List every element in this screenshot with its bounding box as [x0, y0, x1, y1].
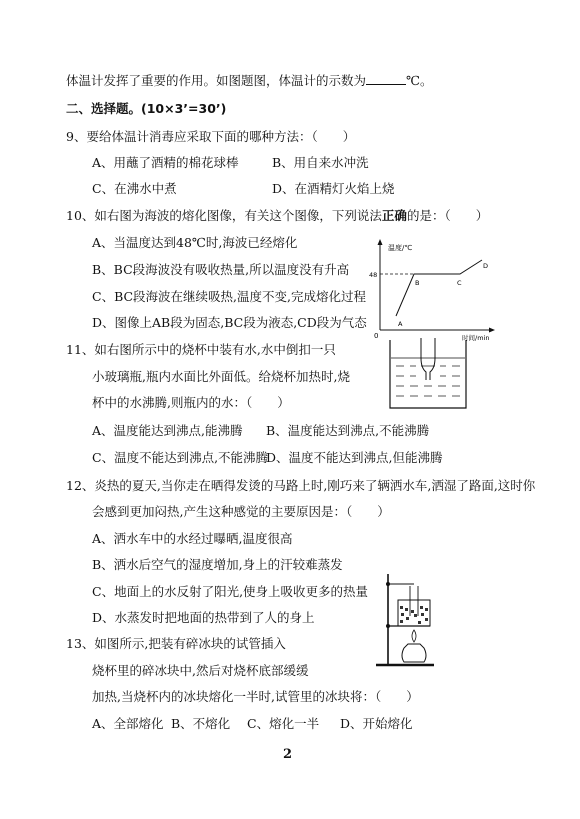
q12-option-d[interactable]: D、水蒸发时把地面的热带到了人的身上 [92, 610, 315, 625]
alcohol-lamp [402, 644, 426, 662]
intro-line [66, 72, 433, 89]
graph-point-d: D [483, 262, 489, 270]
q12-stem-line-1: 12、炎热的夏天,当你走在晒得发烫的马路上时,刚巧来了辆洒水车,洒湿了路面,这时你 [66, 478, 536, 493]
graph-point-b: B [415, 279, 420, 287]
graph-curve [396, 260, 482, 316]
q9-option-a[interactable]: A、用蘸了酒精的棉花球棒 [92, 155, 239, 170]
graph-point-a: A [398, 320, 403, 328]
q10-option-a[interactable]: A、当温度达到48℃时,海波已经熔化 [92, 235, 298, 250]
q11-option-c[interactable]: C、温度不能达到沸点,不能沸腾 [92, 450, 269, 465]
q10-stem-bold: 正确 [381, 208, 407, 223]
inverted-bottle [421, 338, 435, 380]
graph-point-c: C [457, 279, 462, 287]
q13-stem-line-1: 13、如图所示,把装有碎冰块的试管插入 [66, 636, 286, 651]
q11-stem-line-1: 11、如右图所示中的烧杯中装有水,水中倒扣一只 [66, 342, 336, 357]
q9-option-d[interactable]: D、在酒精灯火焰上烧 [272, 181, 395, 196]
graph-y-arrow [378, 239, 383, 245]
graph-origin: 0 [374, 332, 379, 340]
ice-pattern [400, 606, 428, 624]
beaker-outline [390, 340, 466, 408]
graph-y-tick: 48 [369, 271, 378, 279]
q10-stem [66, 208, 488, 224]
q11-stem-line-3: 杯中的水沸腾,则瓶内的水：（ ） [92, 395, 290, 410]
section-title: 二、选择题。(10×3’=30’) [66, 101, 227, 116]
q13-stem-line-2: 烧杯里的碎冰块中,然后对烧杯底部缓缓 [92, 663, 309, 678]
q13-option-a[interactable]: A、全部熔化 [92, 716, 164, 731]
water-dashes [396, 366, 460, 396]
page-number: 2 [283, 747, 293, 762]
q12-option-a[interactable]: A、洒水车中的水经过曝晒,温度很高 [92, 531, 293, 546]
q10-option-c[interactable]: C、BC段海波在继续吸热,温度不变,完成熔化过程 [92, 289, 366, 304]
q10-option-b[interactable]: B、BC段海波没有吸收热量,所以温度没有升高 [92, 262, 350, 277]
clamp-knob [386, 582, 390, 586]
q11-option-a[interactable]: A、温度能达到沸点,能沸腾 [92, 423, 243, 438]
q11-option-d[interactable]: D、温度不能达到沸点,但能沸腾 [266, 450, 443, 465]
q9-stem: 9、要给体温计消毒应采取下面的哪种方法：（ ） [66, 129, 356, 144]
q13-option-b[interactable]: B、不熔化 [171, 716, 231, 731]
q11-option-b[interactable]: B、温度能达到沸点,不能沸腾 [266, 423, 430, 438]
ring-knob [386, 624, 390, 628]
q9-option-c[interactable]: C、在沸水中煮 [92, 181, 177, 196]
intro-unit: ℃。 [406, 73, 433, 88]
q12-option-c[interactable]: C、地面上的水反射了阳光,使身上吸收更多的热量 [92, 584, 369, 599]
beaker-bottle-figure [388, 338, 468, 410]
burner-flame [412, 630, 416, 642]
melting-graph [368, 238, 498, 343]
graph-x-arrow [489, 328, 495, 333]
q9-option-b[interactable]: B、用自来水冲洗 [272, 155, 369, 170]
graph-ylabel: 温度/℃ [388, 244, 413, 252]
q13-option-c[interactable]: C、熔化一半 [247, 716, 320, 731]
q11-stem-line-2: 小玻璃瓶,瓶内水面比外面低。给烧杯加热时,烧 [92, 369, 350, 384]
q10-stem-text: 10、如右图为海波的熔化图像，有关这个图像，下列说法 [66, 208, 382, 223]
answer-blank[interactable] [366, 72, 406, 85]
q12-option-b[interactable]: B、洒水后空气的湿度增加,身上的汗较难蒸发 [92, 557, 343, 572]
q10-option-d[interactable]: D、图像上AB段为固态,BC段为液态,CD段为气态 [92, 315, 367, 330]
intro-text: 体温计发挥了重要的作用。如图题图，体温计的示数为 [66, 73, 367, 88]
q13-option-d[interactable]: D、开始熔化 [340, 716, 413, 731]
q10-stem-end: 的是：（ ） [406, 208, 489, 223]
q12-stem-line-2: 会感到更加闷热,产生这种感觉的主要原因是：（ ） [92, 504, 390, 519]
graph-xlabel: 时间/min [462, 334, 490, 342]
q13-stem-line-3: 加热,当烧杯内的冰块熔化一半时,试管里的冰块将：（ ） [92, 689, 419, 704]
heating-apparatus-figure [374, 570, 450, 670]
